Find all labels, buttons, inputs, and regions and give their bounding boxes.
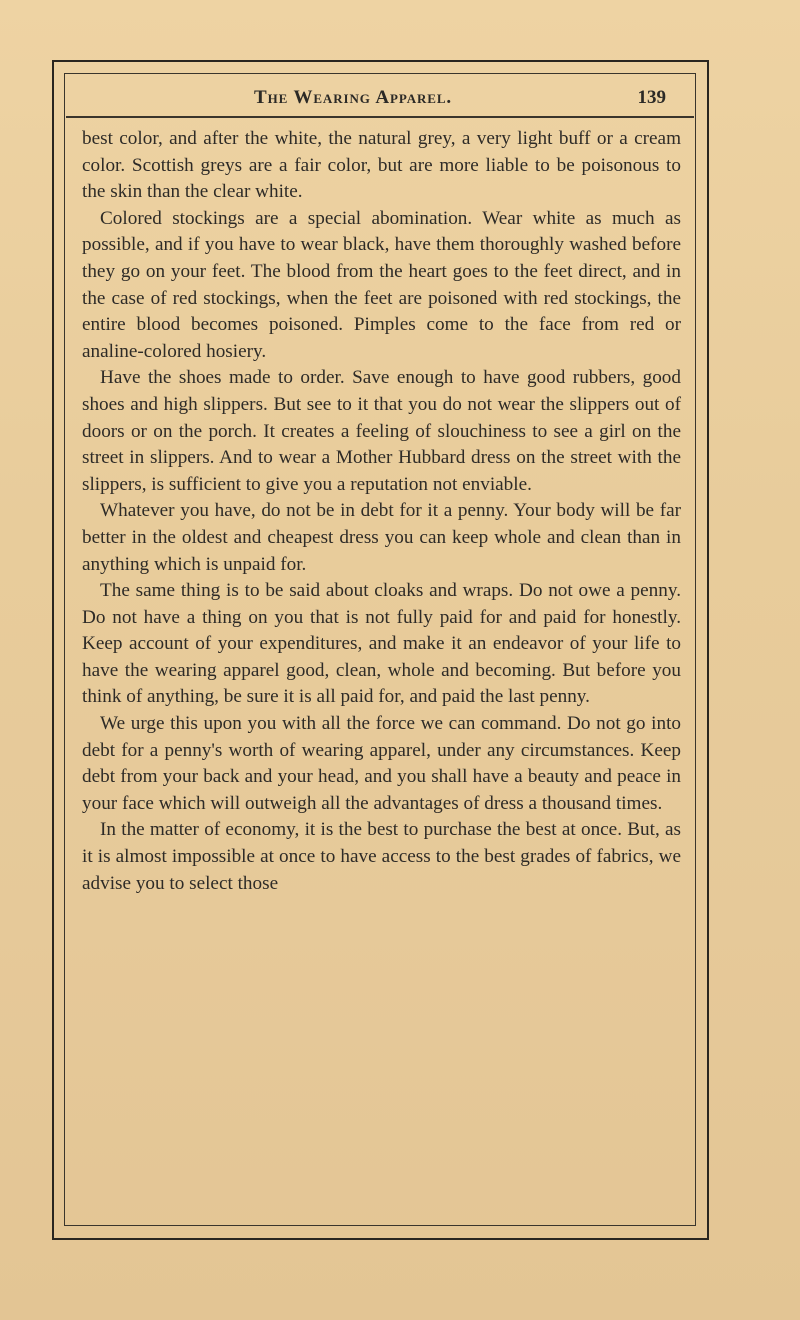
- paragraph: Whatever you have, do not be in debt for it a penny. Your body will be far better in the oldest and cheapest dress you can keep whole and clean than in anything which is unpaid for.: [82, 500, 681, 575]
- paragraph: best color, and after the white, the natural grey, a very light buff or a cream color. Scottish greys are a fair color, but are more liable to be poisonous to the skin than the clear white.: [82, 128, 681, 203]
- paragraph: Have the shoes made to order. Save enough to have good rubbers, good shoes and high slippers. But see to it that you do not wear the slippers out of doors or on the porch. It creates a feeling of slouchiness to see a girl on the street in slippers. And to wear a Mother Hubbard dress on the street with the slippers, is sufficient to give you a reputation not enviable.: [82, 367, 681, 495]
- paragraph: Colored stockings are a special abomination. Wear white as much as possible, and if you have to wear black, have them thoroughly washed before they go on your feet. The blood from the heart goes to the feet direct, and in the case of red stockings, when the feet are poisoned with red stockings, the entire blood becomes poisoned. Pimples come to the face from red or analine-colored hosiery.: [82, 207, 681, 362]
- paragraph: The same thing is to be said about cloaks and wraps. Do not owe a penny. Do not have a thing on you that is not fully paid for and paid for honestly. Keep account of your expenditures, and make it an endeavor of your life to have the wearing apparel good, clean, whole and becoming. But before you think of anything, be sure it is all paid for, and paid the last penny.: [82, 580, 681, 708]
- paragraph: In the matter of economy, it is the best to purchase the best at once. But, as it is almost impossible at once to have access to the best grades of fabrics, we advise you to select those: [82, 819, 681, 894]
- page-header: [66, 87, 694, 117]
- running-head: The Wearing Apparel.: [254, 87, 453, 108]
- paragraph: We urge this upon you with all the force we can command. Do not go into debt for a penny's worth of wearing apparel, under any circumstances. Keep debt from your back and your head, and you shall have a beauty and peace in your face which will outweigh all the advantages of dress a thousand times.: [82, 713, 681, 814]
- header-rule: [66, 116, 694, 118]
- body-text: [82, 126, 681, 897]
- page-number: 139: [637, 87, 666, 108]
